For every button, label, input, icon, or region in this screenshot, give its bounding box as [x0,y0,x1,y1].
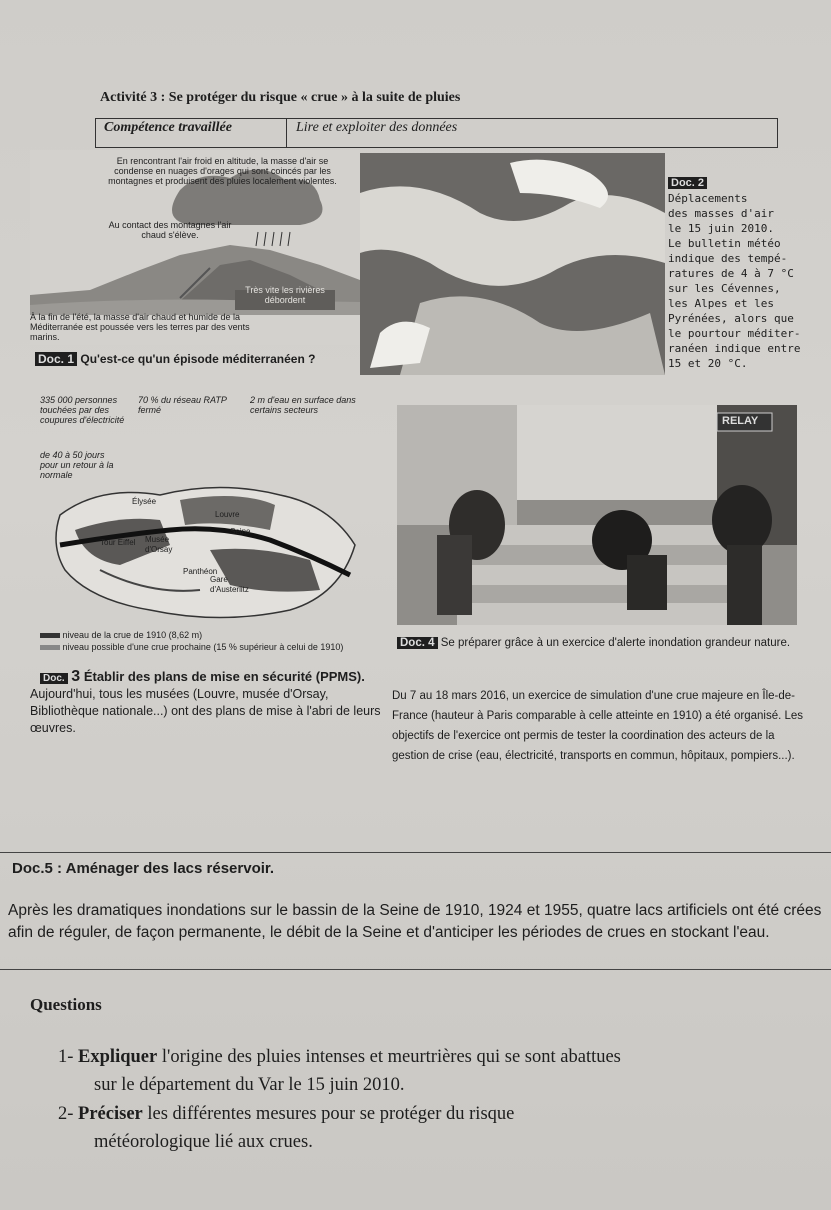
doc1-annotation-bottom: À la fin de l'été, la masse d'air chaud et humide de la Méditerranée est poussée vers les terres par des vents marins. [30,312,250,342]
map-place: Louvre [215,510,240,519]
map-place: Élysée [132,497,157,506]
doc1-annotation-top: En rencontrant l'air froid en altitude, la masse d'air se condense en nuages d'orages qui sont coincés par les montagnes et produisent des pluies localement violentes. [108,156,337,186]
doc2-line: le pourtour méditer- [668,327,801,340]
doc2-line: ratures de 4 à 7 °C [668,267,794,280]
doc4-body: Du 7 au 18 mars 2016, un exercice de simulation d'une crue majeure en Île-de- France (hauteur à Paris comparable à celle atteinte en 1910) a été organisé. Les objectifs de l'exercice ont permis de tester la coordination des acteurs de la gestion de crise (eau, électricité, transports en commun, hôpitaux, pompiers...). [392,690,804,762]
doc4-caption-text: Se préparer grâce à un exercice d'alerte inondation grandeur nature. [440,637,791,649]
doc5-title: Doc.5 : Aménager des lacs réservoir. [12,860,275,877]
map-legend-1910 [40,630,370,640]
doc1-annotation-rivers: Très vite les rivières débordent [245,285,325,305]
map-legend-future-text: niveau possible d'une crue prochaine (15 % supérieur à celui de 1910) [62,642,344,652]
question-1-line2: sur le département du Var le 15 juin 2010. [94,1075,405,1095]
map-place: Tour Eiffel [100,538,136,547]
doc2-line: indique des tempé- [668,252,788,265]
doc2-line: des masses d'air [668,207,774,220]
doc1-tag: Doc. 1 [35,352,77,366]
doc2-line: Pyrénées, alors que [668,312,794,325]
map-stat-ratp: 70 % du réseau RATP fermé [138,395,227,415]
doc3-tag: Doc. [40,673,68,684]
question-1-text: l'origine des pluies intenses et meurtrières qui se sont abattues [161,1047,621,1067]
doc3-body: Aujourd'hui, tous les musées (Louvre, musée d'Orsay, Bibliothèque nationale...) ont des plans de mise à l'abri de leurs œuvres. [30,687,381,735]
paris-map-illustration [40,395,365,660]
competence-value: Lire et exploiter des données [296,120,458,135]
doc5-text: Après les dramatiques inondations sur le bassin de la Seine de 1910, 1924 et 1955, quatre lacs artificiels ont été crées afin de réguler, de façon permanente, le débit de la Seine et d'anticiper les périodes de crues en stockant l'eau. [8,902,822,941]
doc2-line: le 15 juin 2010. [668,222,774,235]
map-stat-people: 335 000 personnes touchées par des coupures d'électricité [40,395,125,425]
doc2-tag: Doc. 2 [668,177,707,189]
doc1-diagram [30,150,360,345]
question-2-line2: météorologique lié aux crues. [94,1132,313,1152]
doc2-text [668,175,828,371]
question-2-number: 2- [58,1104,74,1124]
doc2-line: 15 et 20 °C. [668,357,748,370]
map-place: Panthéon [183,567,218,576]
doc3-title [40,668,365,686]
doc3-title-text: Établir des plans de mise en sécurité (PPMS). [83,669,365,684]
doc3-number: 3 [71,668,81,685]
doc2-line: les Alpes et les [668,297,774,310]
map-place: Musée d'Orsay [145,535,173,554]
map-legend-future [40,642,370,652]
question-1-verb: Expliquer [78,1047,158,1067]
map-stat-days: de 40 à 50 jours pour un retour à la normale [40,450,114,480]
map-place: Gare d'Austerlitz [210,575,249,594]
doc2-line: Déplacements [668,192,748,205]
question-2 [58,1100,818,1156]
questions-heading: Questions [30,995,102,1014]
question-2-text: les différentes mesures pour se protéger du risque [147,1104,515,1124]
doc2-line: ranéen indique entre [668,342,801,355]
doc4-tag: Doc. 4 [397,637,438,649]
competence-label: Compétence travaillée [104,120,232,135]
question-1 [58,1043,818,1099]
question-2-verb: Préciser [78,1104,143,1124]
map-legend-1910-text: niveau de la crue de 1910 (8,62 m) [62,630,203,640]
question-1-number: 1- [58,1047,74,1067]
doc1-caption [35,352,315,366]
map-stat-water: 2 m d'eau en surface dans certains secteurs [250,395,356,415]
competence-box [95,118,778,148]
paris-flood-map [40,395,365,660]
activity-title: Activité 3 : Se protéger du risque « crue » à la suite de pluies [100,90,461,105]
doc4-caption [397,635,827,651]
doc2-line: Le bulletin météo [668,237,781,250]
doc2-line: sur les Cévennes, [668,282,781,295]
map-place: Seine [230,527,251,536]
doc4-photo [397,405,797,625]
doc1-annotation-mountains: Au contact des montagnes l'air chaud s'élève. [108,220,232,240]
relay-sign: RELAY [722,415,759,427]
doc2-satellite-image [360,153,665,375]
doc1-caption-text: Qu'est-ce qu'un épisode méditerranéen ? [80,352,316,366]
